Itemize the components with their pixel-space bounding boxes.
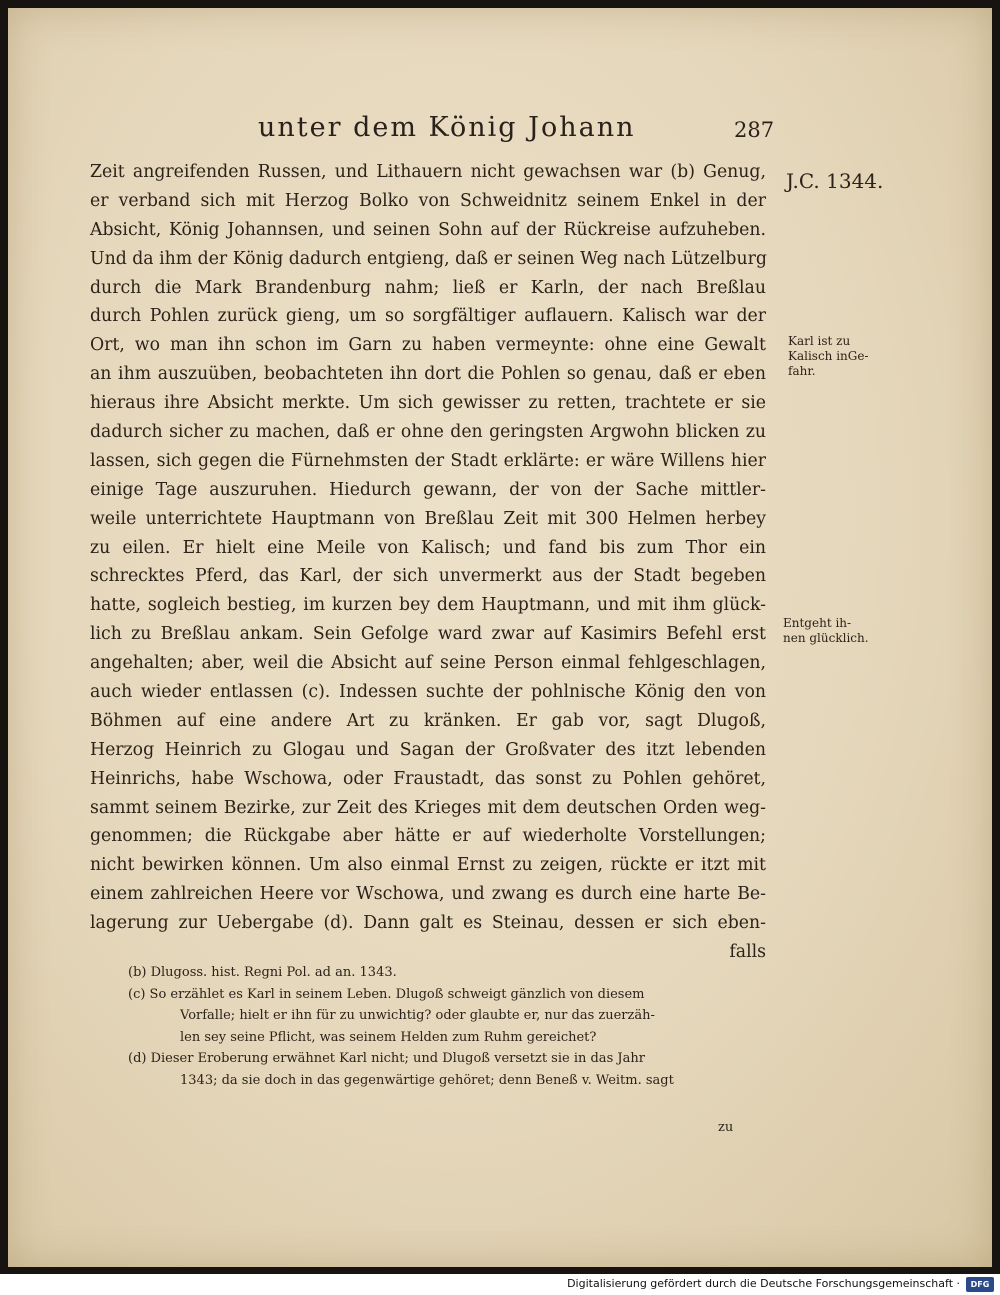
catchword: falls: [729, 942, 766, 963]
body-line: genommen; die Rückgabe aber hätte er auf wiederholte Vorstellungen;: [90, 826, 766, 847]
body-line: Zeit angreifenden Russen, und Lithauern nicht gewachsen war (b) Genug,: [90, 162, 766, 182]
running-head: unter dem König Johann: [258, 112, 636, 143]
body-text: [90, 158, 766, 967]
body-line: hieraus ihre Absicht merkte. Um sich gewisser zu retten, trachtete er sie: [90, 393, 766, 414]
body-line: zu eilen. Er hielt eine Meile von Kalisch; und fand bis zum Thor ein: [90, 537, 766, 558]
body-line: Absicht, König Johannsen, und seinen Sohn auf der Rückreise aufzuheben.: [90, 219, 766, 240]
body-line: durch die Mark Brandenburg nahm; ließ er Karln, der nach Breßlau: [90, 277, 766, 298]
body-line: einige Tage auszuruhen. Hiedurch gewann, der von der Sache mittler-: [90, 479, 766, 500]
body-line: durch Pohlen zurück gieng, um so sorgfältiger auflauern. Kalisch war der: [90, 306, 766, 327]
margin-note-line: fahr.: [788, 364, 816, 378]
footnote-line: len sey seine Pflicht, was seinem Helden zum Ruhm gereichet?: [180, 1029, 597, 1045]
page-number: 287: [734, 118, 775, 142]
body-line: hatte, sogleich bestieg, im kurzen bey dem Hauptmann, und mit ihm glück-: [90, 595, 766, 616]
body-line: Und da ihm der König dadurch entgieng, daß er seinen Weg nach Lützelburg: [90, 248, 767, 269]
body-line: Heinrichs, habe Wschowa, oder Fraustadt, das sonst zu Pohlen gehöret,: [90, 768, 766, 789]
body-line: nicht bewirken können. Um also einmal Ernst zu zeigen, rückte er itzt mit: [90, 855, 766, 876]
footnote-line: 1343; da sie doch in das gegenwärtige gehöret; denn Beneß v. Weitm. sagt: [180, 1072, 674, 1088]
footnote-line: Vorfalle; hielt er ihn für zu unwichtig? oder glaubte er, nur das zuerzäh-: [180, 1008, 655, 1023]
body-line: Böhmen auf eine andere Art zu kränken. Er gab vor, sagt Dlugoß,: [90, 710, 766, 731]
body-line: angehalten; aber, weil die Absicht auf seine Person einmal fehlgeschlagen,: [90, 653, 766, 674]
credit-text: Digitalisierung gefördert durch die Deutsche Forschungsgemeinschaft ·: [567, 1277, 960, 1290]
scanned-page: [8, 8, 992, 1267]
body-line: weile unterrichtete Hauptmann von Breßlau Zeit mit 300 Helmen herbey: [90, 508, 766, 529]
body-line: Herzog Heinrich zu Glogau und Sagan der Großvater des itzt lebenden: [90, 739, 766, 760]
body-line: an ihm auszuüben, beobachteten ihn dort die Pohlen so genau, daß er eben: [90, 364, 766, 385]
body-line: auch wieder entlassen (c). Indessen suchte der pohlnische König den von: [90, 682, 766, 703]
body-line: er verband sich mit Herzog Bolko von Schweidnitz seinem Enkel in der: [90, 190, 766, 211]
footnote-catchword: zu: [718, 1120, 734, 1135]
body-line: einem zahlreichen Heere vor Wschowa, und zwang es durch eine harte Be-: [90, 884, 766, 905]
body-line: Ort, wo man ihn schon im Garn zu haben vermeynte: ohne eine Gewalt: [90, 335, 766, 356]
body-line: lagerung zur Uebergabe (d). Dann galt es Steinau, dessen er sich eben-: [90, 913, 766, 934]
footnote-line: (d) Dieser Eroberung erwähnet Karl nicht; und Dlugoß versetzt sie in das Jahr: [128, 1051, 645, 1066]
margin-note-kalisch: [788, 334, 869, 379]
footnote-line: (c) So erzählet es Karl in seinem Leben. Dlugoß schweigt gänzlich von diesem: [128, 986, 645, 1002]
body-line: dadurch sicher zu machen, daß er ohne den geringsten Argwohn blicken zu: [90, 422, 766, 443]
body-line: lich zu Breßlau ankam. Sein Gefolge ward zwar auf Kasimirs Befehl erst: [90, 624, 766, 645]
margin-note-line: Karl ist zu: [788, 334, 851, 348]
margin-note-entgeht: [783, 616, 869, 646]
margin-note-year: J.C. 1344.: [786, 169, 884, 193]
footnotes: [128, 962, 768, 1091]
credit-bar: [0, 1274, 1000, 1295]
dfg-logo-icon: DFG: [966, 1277, 994, 1292]
footnote-line: (b) Dlugoss. hist. Regni Pol. ad an. 1343.: [128, 965, 397, 980]
margin-note-line: Entgeht ih-: [783, 616, 852, 630]
margin-note-line: nen glücklich.: [783, 631, 869, 645]
margin-note-line: Kalisch inGe-: [788, 349, 869, 363]
body-line: lassen, sich gegen die Fürnehmsten der Stadt erklärte: er wäre Willens hier: [90, 450, 766, 471]
body-line: sammt seinem Bezirke, zur Zeit des Krieges mit dem deutschen Orden weg-: [90, 797, 766, 818]
body-line: schrecktes Pferd, das Karl, der sich unvermerkt aus der Stadt begeben: [90, 566, 766, 587]
